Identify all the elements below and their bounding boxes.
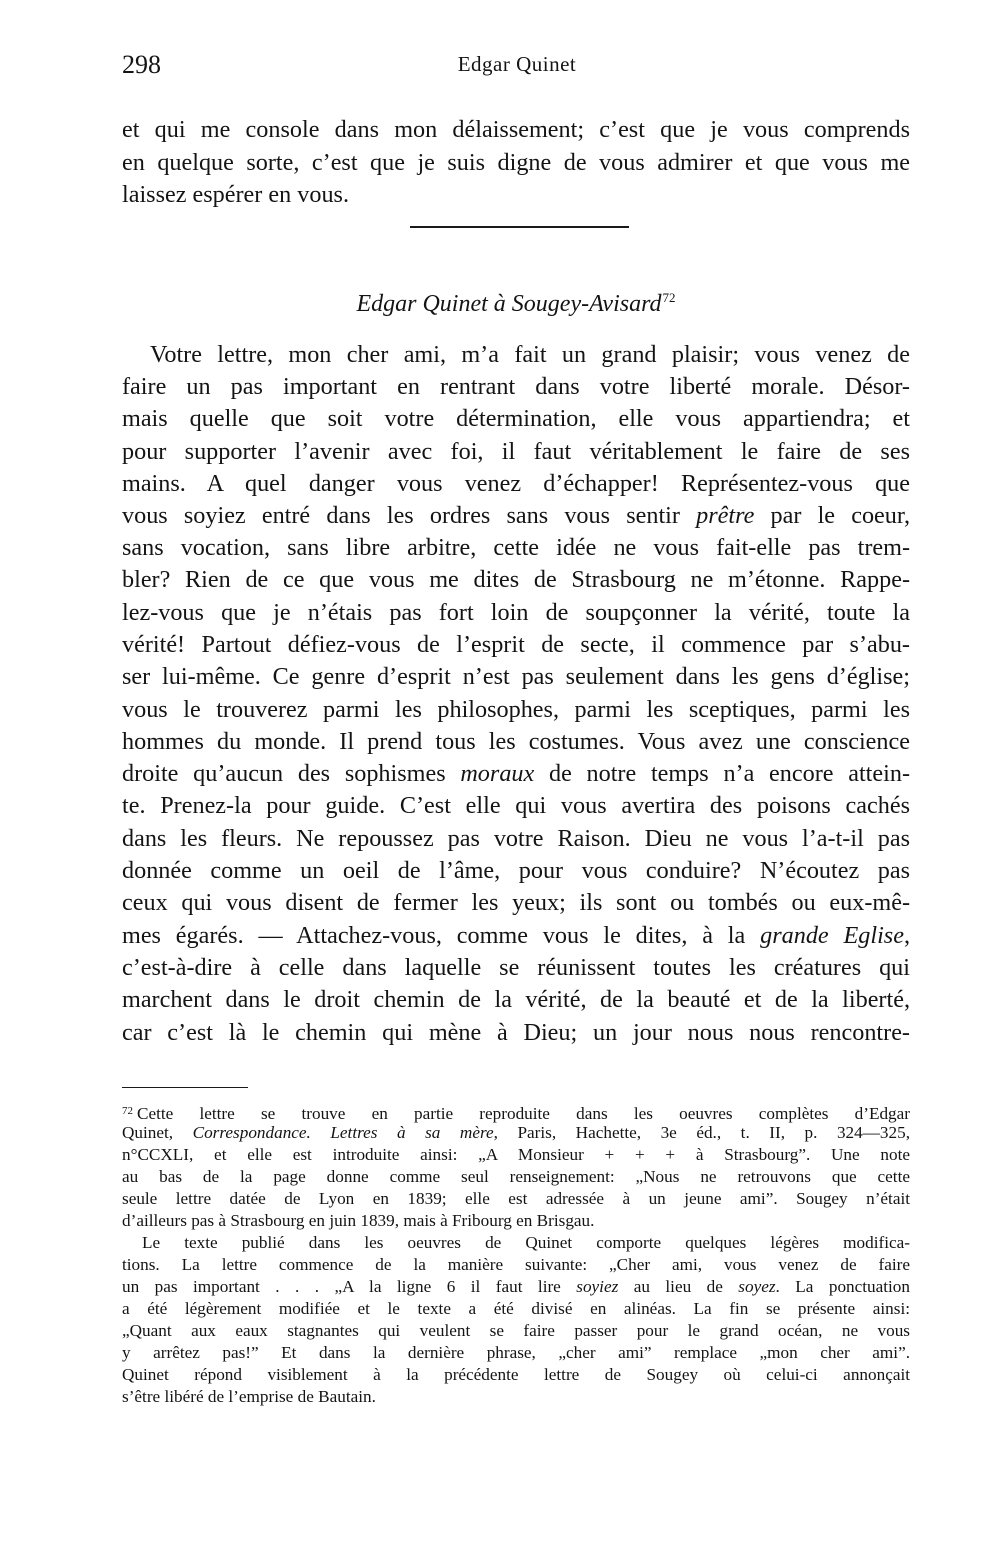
letter-text: de notre temps n’a encore attein- bbox=[534, 760, 910, 787]
footnote-divider bbox=[122, 1087, 248, 1088]
footnote-text: Cette lettre se trouve en partie reproduite dans les oeuvres complètes d’Edgar bbox=[137, 1104, 910, 1123]
letter-line: vous le trouverez parmi les philosophes, parmi les sceptiques, parmi les bbox=[122, 696, 910, 723]
footnote-line: „Quant aux eaux stagnantes qui veulent se faire passer pour le grand océan, ne vous bbox=[122, 1321, 910, 1340]
footnote-line: a été légèrement modifiée et le texte a été divisé en alinéas. La fin se présente ainsi: bbox=[122, 1299, 910, 1318]
letter-line: te. Prenez-la pour guide. C’est elle qui vous avertira des poisons cachés bbox=[122, 792, 910, 819]
header-title: Edgar Quinet bbox=[457, 52, 577, 76]
footnote-line bbox=[122, 1122, 910, 1144]
footnote-line: y arrêtez pas!” Et dans la dernière phrase, „cher ami” remplace „mon cher ami”. bbox=[122, 1343, 910, 1362]
footnote-marker: 72 bbox=[122, 1105, 133, 1117]
letter-line: ceux qui vous disent de fermer les yeux; ils sont ou tombés ou eux-mê- bbox=[122, 889, 910, 916]
footnote-line bbox=[122, 1276, 910, 1298]
italic-text: Correspondance. Lettres à sa mère bbox=[192, 1123, 494, 1142]
letter-text: droite qu’aucun des sophismes bbox=[122, 760, 461, 787]
footnote-text: Quinet, bbox=[122, 1123, 193, 1142]
letter-text: mes égarés. — Attachez-vous, comme vous le dites, à la bbox=[122, 922, 761, 949]
letter-line: marchent dans le droit chemin de la vérité, de la beauté et de la liberté, bbox=[122, 986, 910, 1013]
footnote-text: , Paris, Hachette, 3e éd., t. II, p. 324—325, bbox=[493, 1123, 910, 1142]
letter-heading bbox=[122, 282, 910, 320]
letter-line: car c’est là le chemin qui mène à Dieu; un jour nous nous rencontre- bbox=[122, 1019, 910, 1046]
letter-text: , bbox=[903, 922, 911, 949]
footnote-line: tions. La lettre commence de la manière suivante: „Cher ami, vous venez de faire bbox=[122, 1255, 910, 1274]
letter-text: vous soyiez entré dans les ordres sans vous sentir bbox=[122, 502, 697, 529]
footnote-line: s’être libéré de l’emprise de Bautain. bbox=[122, 1387, 376, 1406]
italic-text: soyez bbox=[738, 1277, 776, 1296]
letter-heading-text: Edgar Quinet à Sougey-Avisard bbox=[356, 291, 662, 317]
italic-text: soyiez bbox=[576, 1277, 619, 1296]
letter-line: dans les fleurs. Ne repoussez pas votre Raison. Dieu ne vous l’a-t-il pas bbox=[122, 825, 910, 852]
letter-line bbox=[122, 758, 910, 790]
footnote-line: Quinet répond visiblement à la précédente lettre de Sougey où celui-ci annonçait bbox=[122, 1365, 910, 1384]
footnote-text: au lieu de bbox=[618, 1277, 739, 1296]
letter-line: hommes du monde. Il prend tous les costumes. Vous avez une conscience bbox=[122, 728, 910, 755]
intro-line: laissez espérer en vous. bbox=[122, 181, 350, 208]
letter-line: mais quelle que soit votre détermination, elle vous appartiendra; et bbox=[122, 405, 910, 432]
italic-text: grande Eglise bbox=[760, 922, 904, 949]
letter-line bbox=[122, 920, 910, 952]
letter-line: sans vocation, sans libre arbitre, cette idée ne vous fait-elle pas trem- bbox=[122, 534, 910, 561]
letter-line: ser lui-même. Ce genre d’esprit n’est pas seulement dans les gens d’église; bbox=[122, 663, 910, 690]
footnote-line: au bas de la page donne comme seul renseignement: „Nous ne retrouvons que cette bbox=[122, 1167, 910, 1186]
letter-text: par le coeur, bbox=[754, 502, 910, 529]
italic-text: prêtre bbox=[696, 502, 755, 529]
footnote-line bbox=[122, 1100, 910, 1122]
letter-line bbox=[122, 500, 910, 532]
letter-line: c’est-à-dire à celle dans laquelle se réunissent toutes les créatures qui bbox=[122, 954, 910, 981]
intro-line: et qui me console dans mon délaissement; c’est que je vous comprends bbox=[122, 116, 910, 143]
letter-line: mains. A quel danger vous venez d’échapper! Représentez-vous que bbox=[122, 470, 910, 497]
section-divider bbox=[410, 226, 629, 228]
footnote-reference: 72 bbox=[662, 290, 676, 305]
letter-line: faire un pas important en rentrant dans votre liberté morale. Désor- bbox=[122, 373, 910, 400]
letter-line: pour supporter l’avenir avec foi, il faut véritablement le faire de ses bbox=[122, 438, 910, 465]
footnote-line: Le texte publié dans les oeuvres de Quinet comporte quelques légères modifica- bbox=[142, 1233, 910, 1252]
letter-line: bler? Rien de ce que vous me dites de Strasbourg ne m’étonne. Rappe- bbox=[122, 566, 910, 593]
letter-line: donnée comme un oeil de l’âme, pour vous conduire? N’écoutez pas bbox=[122, 857, 910, 884]
footnote-text: un pas important . . . „A la ligne 6 il faut lire bbox=[122, 1277, 577, 1296]
footnote-line: d’ailleurs pas à Strasbourg en juin 1839, mais à Fribourg en Brisgau. bbox=[122, 1211, 595, 1230]
footnote-text: . La ponctuation bbox=[775, 1277, 910, 1296]
italic-text: moraux bbox=[460, 760, 535, 787]
intro-line: en quelque sorte, c’est que je suis digne de vous admirer et que vous me bbox=[122, 149, 910, 176]
letter-line: vérité! Partout défiez-vous de l’esprit de secte, il commence par s’abu- bbox=[122, 631, 910, 658]
footnote-line: n°CCXLI, et elle est introduite ainsi: „A Monsieur + + + à Strasbourg”. Une note bbox=[122, 1145, 910, 1164]
page-number: 298 bbox=[122, 50, 161, 79]
letter-line: Votre lettre, mon cher ami, m’a fait un grand plaisir; vous venez de bbox=[150, 341, 910, 368]
letter-line: lez-vous que je n’étais pas fort loin de soupçonner la vérité, toute la bbox=[122, 599, 910, 626]
footnote-line: seule lettre datée de Lyon en 1839; elle est adressée à un jeune ami”. Sougey n’était bbox=[122, 1189, 910, 1208]
running-head bbox=[122, 50, 912, 84]
